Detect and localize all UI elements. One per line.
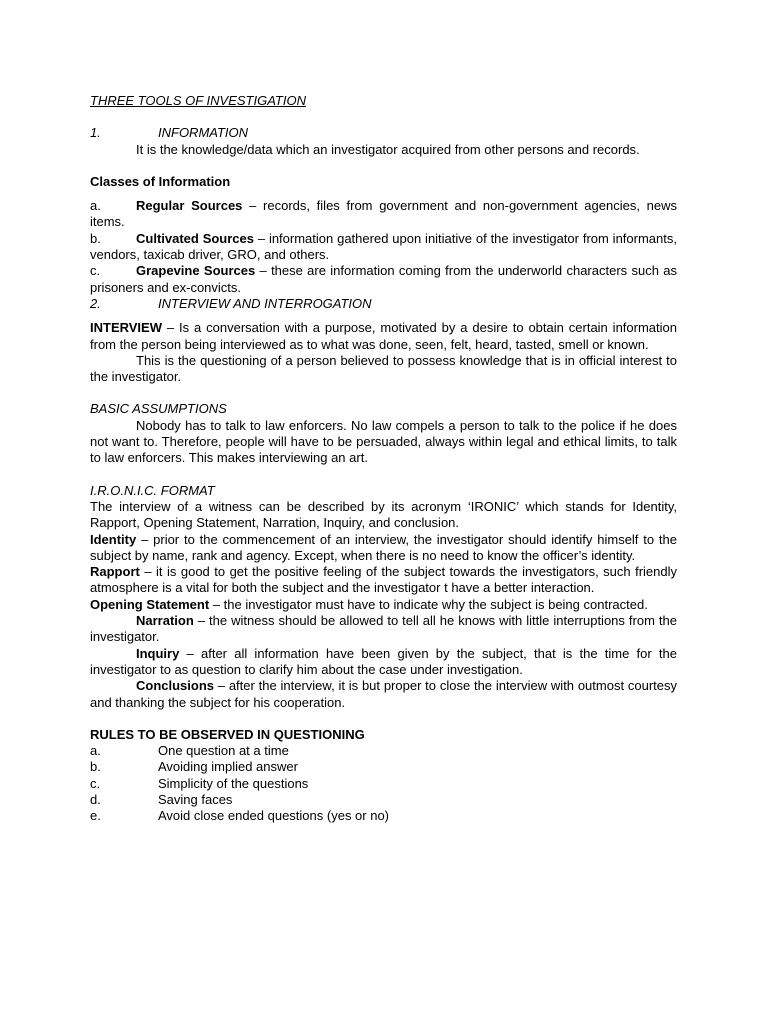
rule-marker: a. [90, 743, 101, 759]
interview-term: INTERVIEW [90, 320, 162, 336]
rule-text: One question at a time [158, 743, 289, 759]
ironic-term: Conclusions [136, 678, 215, 694]
interview-paragraph-2: This is the questioning of a person believed to possess knowledge that is in official interest to the investigator. [90, 352, 677, 385]
rules-heading: RULES TO BE OBSERVED IN QUESTIONING [90, 726, 365, 742]
list-item [90, 792, 677, 808]
class-term: Grapevine Sources [136, 263, 256, 279]
ironic-intro: The interview of a witness can be described by its acronym ‘IRONIC’ which stands for Identity, Rapport, Opening Statement, Narration, Inquiry, and conclusion. [90, 498, 677, 531]
interview-text: – Is a conversation with a purpose, motivated by a desire to obtain certain information from the person being interviewed as to what was done, seen, felt, heard, tasted, smell or known. [90, 320, 677, 352]
rule-text: Simplicity of the questions [158, 775, 309, 791]
basic-assumptions-text: Nobody has to talk to law enforcers. No law compels a person to talk to the police if he does not want to. Therefore, people will have to be persuaded, always within legal and ethical limits, to talk to law enforcers. This makes interviewing an art. [90, 417, 677, 466]
interview-definition [90, 320, 677, 353]
class-text: – records, files from government and non-government agencies, news items. [90, 198, 677, 230]
ironic-item-conclusions [90, 678, 677, 711]
rule-marker: e. [90, 808, 101, 824]
section-label: INFORMATION [158, 125, 249, 141]
ironic-item-identity [90, 532, 677, 565]
section-number: 1. [90, 125, 101, 141]
list-item [90, 759, 677, 775]
ironic-term: Identity [90, 531, 137, 547]
section-label: INTERVIEW AND INTERROGATION [158, 295, 372, 311]
rule-marker: b. [90, 759, 101, 775]
ironic-text: – after the interview, it is but proper to close the interview with outmost courtesy and thanking the subject for his cooperation. [90, 678, 677, 710]
rules-list [90, 743, 677, 824]
class-marker: b. [90, 230, 101, 246]
class-item-regular [90, 198, 677, 231]
ironic-item-narration [90, 613, 677, 646]
list-item [90, 808, 677, 824]
section-1-heading [90, 125, 677, 141]
rule-marker: d. [90, 791, 101, 807]
ironic-term: Opening Statement [90, 596, 210, 612]
list-item [90, 743, 677, 759]
document-title: THREE TOOLS OF INVESTIGATION [90, 93, 306, 108]
class-marker: a. [90, 198, 101, 214]
class-text: – these are information coming from the underworld characters such as prisoners and ex-convicts. [90, 263, 677, 295]
section-number: 2. [90, 295, 101, 311]
rule-text: Avoiding implied answer [158, 759, 298, 775]
ironic-term: Rapport [90, 564, 140, 580]
list-item [90, 776, 677, 792]
class-term: Cultivated Sources [136, 230, 254, 246]
ironic-item-rapport [90, 564, 677, 597]
class-text: – information gathered upon initiative of the investigator from informants, vendors, taxicab driver, GRO, and others. [90, 230, 677, 263]
class-term: Regular Sources [136, 198, 243, 214]
ironic-text: – prior to the commencement of an interview, the investigator should identify himself to the subject by name, rank and agency. Except, when there is no need to know the officer’s identity. [90, 531, 677, 563]
ironic-term: Narration [136, 613, 194, 629]
class-marker: c. [90, 263, 101, 279]
class-item-grapevine [90, 263, 677, 296]
classes-heading: Classes of Information [90, 173, 231, 189]
ironic-text: – the investigator must have to indicate why the subject is being contracted. [209, 596, 648, 612]
ironic-term: Inquiry [136, 645, 180, 661]
rule-text: Avoid close ended questions (yes or no) [158, 808, 390, 824]
basic-assumptions-heading: BASIC ASSUMPTIONS [90, 401, 227, 417]
section-2-heading [90, 296, 677, 312]
rule-text: Saving faces [158, 791, 233, 807]
information-definition: It is the knowledge/data which an investigator acquired from other persons and records. [136, 141, 640, 157]
ironic-text: – the witness should be allowed to tell all he knows with little interruptions from the investigator. [90, 613, 677, 645]
rule-marker: c. [90, 775, 101, 791]
class-item-cultivated [90, 231, 677, 264]
ironic-text: – after all information have been given by the subject, that is the time for the investigator to as question to clarify him about the case under investigation. [90, 645, 677, 677]
ironic-item-opening-statement [90, 597, 677, 613]
ironic-heading: I.R.O.N.I.C. FORMAT [90, 482, 215, 498]
ironic-text: – it is good to get the positive feeling of the subject towards the investigators, such friendly atmosphere is a vital for both the subject and the investigator t have a better interaction. [90, 564, 677, 596]
document-page [90, 93, 677, 825]
ironic-item-inquiry [90, 646, 677, 679]
